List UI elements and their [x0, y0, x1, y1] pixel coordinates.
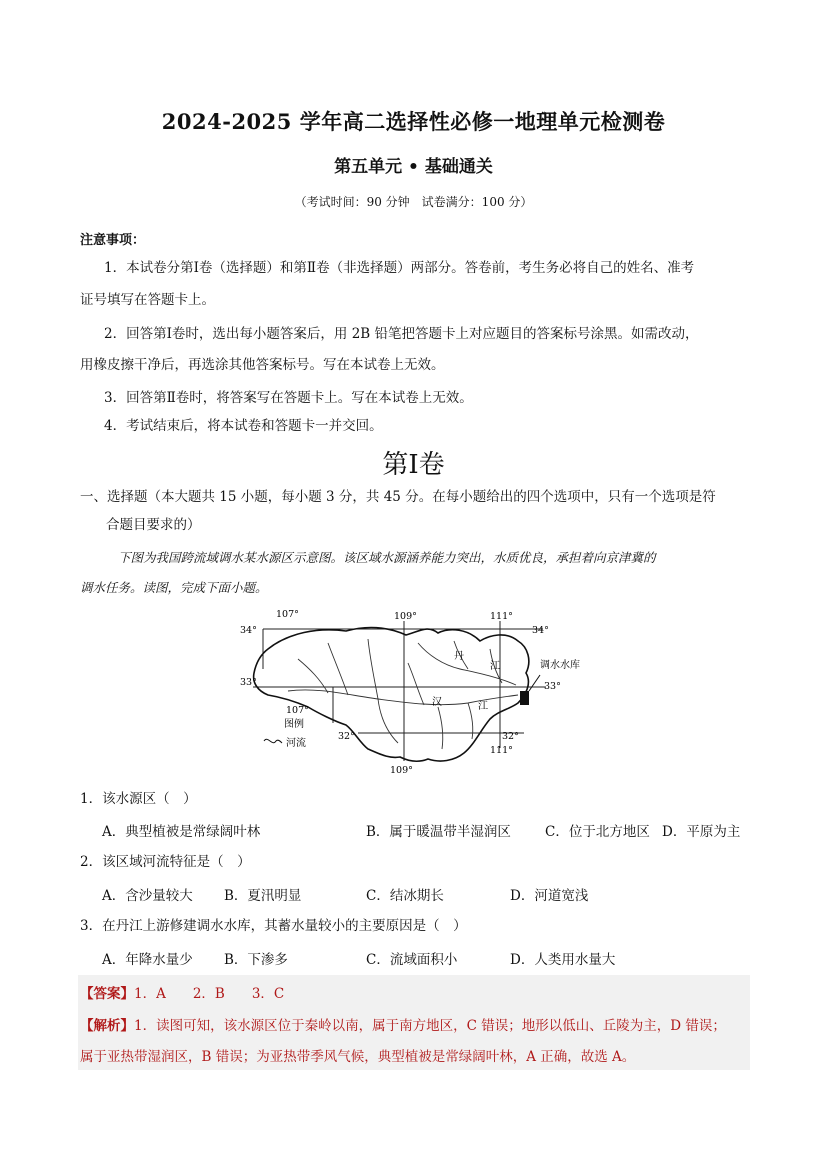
river-name-dan: 丹 — [454, 651, 464, 662]
question-1-stem: 1．该水源区（ ） — [80, 791, 197, 807]
legend-river-icon — [264, 739, 282, 743]
notice-item-1-line-1: 1．本试卷分第Ⅰ卷（选择题）和第Ⅱ卷（非选择题）两部分。答卷前，考生务必将自己的姓名、准考 — [104, 260, 695, 276]
water-source-map — [228, 603, 580, 778]
question-2-option-c: C．结冰期长 — [366, 888, 444, 904]
question-1-option-d: D．平原为主 — [662, 824, 741, 840]
analysis-label: 【解析】 — [80, 1018, 134, 1034]
page-title: 2024-2025 学年高二选择性必修一地理单元检测卷 — [161, 109, 666, 134]
intro-line-1: 下图为我国跨流域调水某水源区示意图。该区域水源涵养能力突出，水质优良，承担着向京津冀的 — [118, 550, 656, 565]
reservoir-marker — [520, 691, 529, 705]
question-1-option-c: C．位于北方地区 — [545, 824, 650, 840]
section-title: 第Ⅰ卷 — [382, 450, 445, 480]
notice-item-1-line-2: 证号填写在答题卡上。 — [80, 292, 215, 308]
notice-item-3: 3．回答第Ⅱ卷时，将答案写在答题卡上。写在本试卷上无效。 — [104, 390, 473, 406]
question-3-option-a: A．年降水量少 — [102, 952, 193, 968]
question-3-option-b: B．下渗多 — [224, 952, 288, 968]
intro-line-2: 调水任务。读图，完成下面小题。 — [80, 580, 268, 595]
label-lat-32-left: 32° — [338, 731, 355, 742]
answer-text: 1．A 2．B 3．C — [134, 986, 285, 1002]
exam-meta: （考试时间：90 分钟 试卷满分：100 分） — [294, 195, 533, 209]
label-lon-107-bottom: 107° — [286, 705, 309, 716]
part1-heading-line-2: 合题目要求的） — [106, 517, 201, 533]
question-2-option-d: D．河道宽浅 — [510, 888, 589, 904]
label-lon-109-top: 109° — [394, 611, 417, 622]
unit-subtitle: 第五单元 • 基础通关 — [334, 157, 493, 177]
question-2-stem: 2．该区域河流特征是（ ） — [80, 854, 251, 870]
question-1-option-b: B．属于暖温带半湿润区 — [366, 824, 511, 840]
label-lat-32-right: 32° — [502, 731, 519, 742]
question-3-option-c: C．流域面积小 — [366, 952, 458, 968]
label-lon-111-top: 111° — [490, 611, 513, 622]
river-name-han: 汉 — [432, 697, 442, 708]
label-lat-33-left: 33° — [240, 677, 257, 688]
label-lat-34-left: 34° — [240, 625, 257, 636]
analysis-line-2: 属于亚热带湿润区，B 错误；为亚热带季风气候，典型植被是常绿阔叶林，A 正确，故选 A。 — [80, 1049, 636, 1065]
question-1-option-a: A．典型植被是常绿阔叶林 — [102, 824, 261, 840]
answer-line — [80, 982, 284, 1002]
question-3-stem: 3．在丹江上游修建调水水库，其蓄水量较小的主要原因是（ ） — [80, 918, 467, 934]
part1-heading-line-1: 一、选择题（本大题共 15 小题，每小题 3 分，共 45 分。在每小题给出的四个选项中，只有一个选项是符 — [80, 489, 716, 505]
label-lon-109-bottom: 109° — [390, 765, 413, 776]
label-lon-107-top: 107° — [276, 609, 299, 620]
notice-item-2-line-2: 用橡皮擦干净后，再选涂其他答案标号。写在本试卷上无效。 — [80, 357, 445, 373]
reservoir-label: 调水水库 — [540, 660, 580, 671]
river-name-jiang: 江 — [490, 661, 500, 672]
question-3-option-d: D．人类用水量大 — [510, 952, 616, 968]
analysis-text-1: 1．读图可知，该水源区位于秦岭以南，属于南方地区，C 错误；地形以低山、丘陵为主，D 错误； — [134, 1018, 726, 1034]
reservoir-arrow — [529, 675, 540, 691]
question-2-option-a: A．含沙量较大 — [102, 888, 193, 904]
river-name-jiang-2: 江 — [478, 701, 488, 712]
notice-heading: 注意事项： — [80, 233, 146, 248]
notice-item-4: 4．考试结束后，将本试卷和答题卡一并交回。 — [104, 418, 383, 434]
label-lon-111-bottom: 111° — [490, 745, 513, 756]
label-lat-33-right: 33° — [544, 681, 561, 692]
legend-title: 图例 — [284, 719, 304, 730]
question-2-option-b: B．夏汛明显 — [224, 888, 302, 904]
legend-river-label: 河流 — [286, 738, 306, 749]
notice-item-2-line-1: 2．回答第Ⅰ卷时，选出每小题答案后，用 2B 铅笔把答题卡上对应题目的答案标号涂黑。如需改动， — [104, 326, 699, 342]
label-lat-34-right: 34° — [532, 625, 549, 636]
answer-label: 【答案】 — [80, 986, 134, 1002]
analysis-line-1 — [80, 1014, 726, 1034]
